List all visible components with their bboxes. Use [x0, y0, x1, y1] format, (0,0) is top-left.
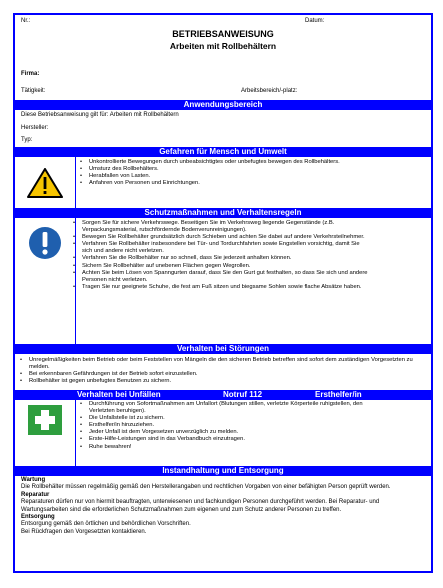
list-item: • Bei erkennbaren Gefährdungen ist der Betrieb sofort einzustellen. [17, 371, 422, 378]
unfaelle-list [77, 401, 369, 451]
list-item: • Ersthelfer/in hinzuziehen. [77, 422, 369, 429]
arbeitsbereich-label: Arbeitsbereich/-platz: [241, 88, 298, 94]
section-unfaelle-heading [15, 390, 431, 400]
list-item: • Umsturz des Rollbehälters. [77, 166, 367, 173]
list-item: • Verfahren Sie Rollbehälter insbesondere bei Tür- und Tordurchfahrten sowie Engstellen vorsichtig, damit Sie sich und andere nicht verletzen. [70, 241, 370, 255]
list-item: • Jeder Unfall ist dem Vorgesetzen unverzüglich zu melden. [77, 429, 369, 436]
entsorgung-text: Entsorgung gemäß den örtlichen und behördlichen Vorschriften. [21, 521, 191, 528]
hersteller-label: Hersteller: [21, 125, 49, 131]
rueckfragen-text: Bei Rückfragen den Vorgesetzten kontaktieren. [21, 528, 147, 535]
section-schutz-heading: Schutzmaßnahmen und Verhaltensregeln [15, 208, 431, 218]
mandatory-instruction-icon [18, 218, 71, 268]
instandhaltung-text [21, 477, 421, 536]
ersthelfer-label: Ersthelfer/in [315, 390, 362, 399]
list-item: • Achten Sie beim Lösen von Spanngurten darauf, dass Sie den Gurt gut festhalten, so dass Sie sich und andere Personen nicht verletzen. [70, 270, 370, 284]
schutz-list [70, 220, 370, 291]
wartung-title: Wartung [21, 477, 46, 483]
wartung-text: Die Rollbehälter müssen regelmäßig gemäß den Herstellerangaben und rechtlichen Vorgaben von einer befähigten Person geprüft werden. [21, 484, 391, 491]
list-item: • Erste-Hilfe-Leistungen sind in das Verbandbuch einzutragen. [77, 436, 369, 443]
list-item: • Unregelmäßigkeiten beim Betrieb oder beim Feststellen von Mängeln die den sicheren Betrieb betreffen sind sofort dem zuständigen Vorgesetzten zu melden. [17, 357, 422, 371]
first-aid-icon [18, 400, 71, 440]
taetigkeit-label: Tätigkeit: [21, 88, 46, 94]
document-subtitle: Arbeiten mit Rollbehältern [169, 41, 277, 51]
reparatur-text: Reparaturen dürfen nur von hiermit beauftragten, unterwiesenen und fachkundigen Personen durchgeführt werden. Bei Reparatur- und Wartungsarbeiten sind die erforderlichen Schutzmaßnahmen zum eigenen und zum Schutz anderer Personen zu treffen. [21, 499, 380, 513]
gefahren-list [77, 159, 367, 187]
list-item: • Rollbehälter ist gegen unbefugtes Benutzen zu sichern. [17, 378, 422, 385]
stoerungen-list [17, 357, 422, 385]
notruf-label: Notruf 112 [223, 390, 263, 399]
list-item: • Sorgen Sie für sichere Verkehrswege. Beseitigen Sie im Verkehrsweg liegende Gegenstände (z.B. Verpackungsmaterial, rutschfördernde Bodenverunreinigungen). [70, 220, 370, 234]
list-item: • Verfahren Sie die Rollbehälter nur so schnell, dass Sie jederzeit anhalten können. [70, 255, 370, 262]
list-item: • Unkontrollierte Bewegungen durch unbeabsichtigtes oder unbefugtes bewegen des Rollbehälters. [77, 159, 367, 166]
section-anwendungsbereich-heading: Anwendungsbereich [15, 100, 431, 110]
operating-instruction-sheet [13, 13, 433, 573]
entsorgung-title: Entsorgung [21, 514, 55, 521]
reparatur-title: Reparatur [21, 491, 50, 498]
section-gefahren-heading: Gefahren für Mensch und Umwelt [15, 147, 431, 157]
nr-label: Nr.: [21, 18, 31, 24]
unfaelle-heading-label: Verhalten bei Unfällen [77, 390, 161, 399]
firma-label: Firma: [21, 71, 40, 77]
datum-label: Datum: [305, 18, 325, 24]
list-item: • Anfahren von Personen und Einrichtungen. [77, 180, 367, 187]
list-item: • Durchführung von Sofortmaßnahmen am Unfallort (Blutungen stillen, verletzte Körperteile ruhigstellen, den Verletzten beruhigen). [77, 401, 369, 415]
section-stoerungen-heading: Verhalten bei Störungen [15, 344, 431, 354]
list-item: • Die Unfallstelle ist zu sichern. [77, 415, 369, 422]
list-item: • Ruhe bewahren! [77, 444, 369, 451]
list-item: • Sichern Sie Rollbehälter auf unebenen Flächen gegen Wegrollen. [70, 263, 370, 270]
list-item: • Herabfallen von Lasten. [77, 173, 367, 180]
anwendungsbereich-text: Diese Betriebsanweisung gilt für: Arbeiten mit Rollbehältern [21, 112, 179, 118]
warning-icon [18, 157, 71, 208]
document-title: BETRIEBSANWEISUNG [172, 29, 274, 39]
typ-label: Typ: [21, 137, 33, 143]
list-item: • Bewegen Sie Rollbehälter grundsätzlich durch Schieben und achten Sie dabei auf andere Verkehrsteilnehmer. [70, 234, 370, 241]
list-item: • Tragen Sie nur geeignete Schuhe, die fest am Fuß sitzen und biegsame Sohlen sowie flache Absätze haben. [70, 284, 370, 291]
section-instandhaltung-heading: Instandhaltung und Entsorgung [15, 466, 431, 476]
